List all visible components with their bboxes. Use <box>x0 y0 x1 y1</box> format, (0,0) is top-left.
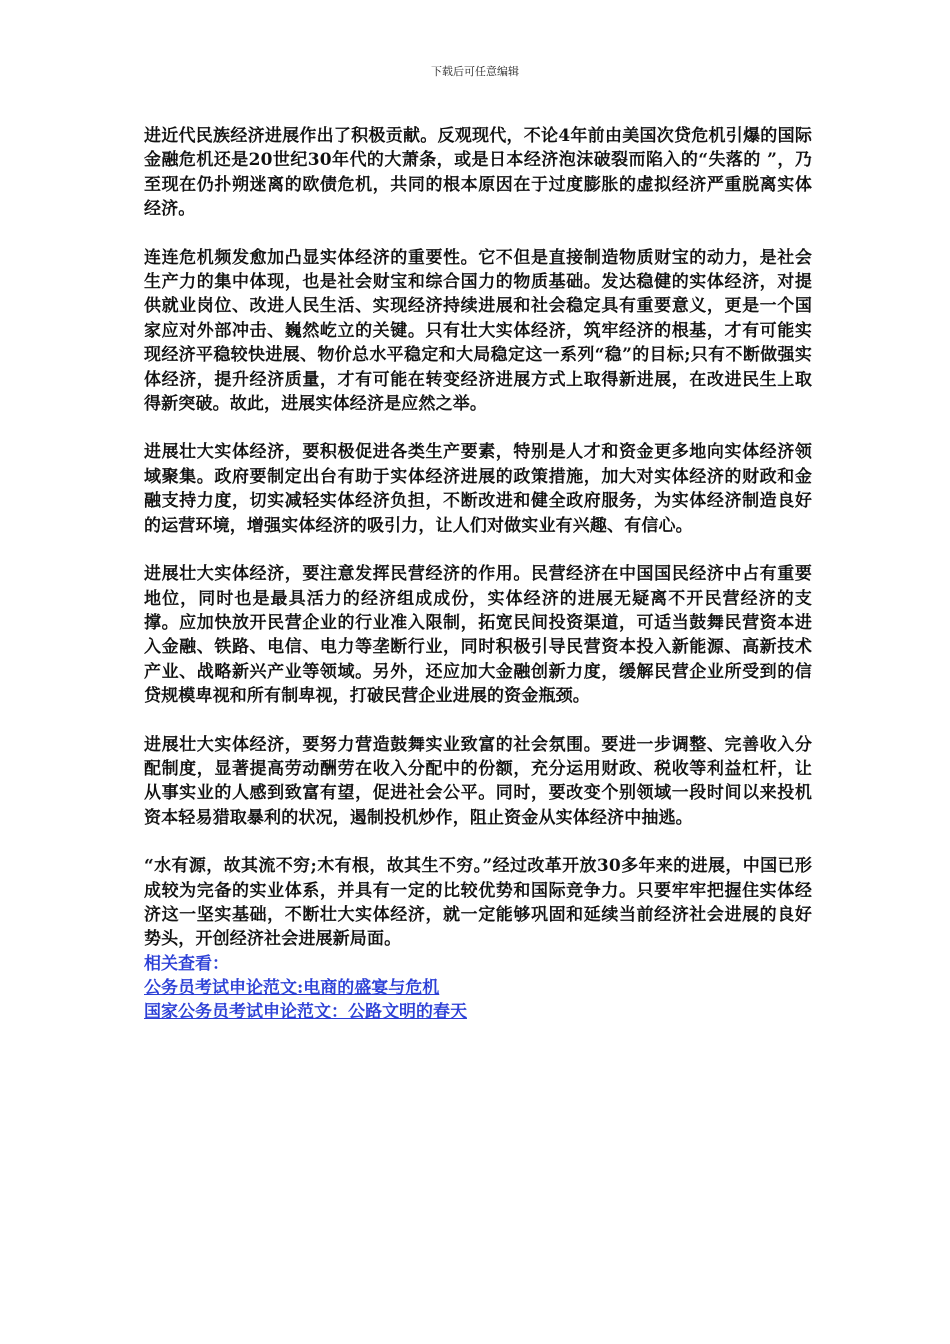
page-header: 下载后可任意编辑 <box>431 65 519 78</box>
paragraph-4: 进展壮大实体经济，要注意发挥民营经济的作用。民营经济在中国国民经济中占有重要地位，同时也是最具活力的经济组成成份，实体经济的进展无疑离不开民营经济的支撑。应加快放开民营企业的行业准入限制，拓宽民间投资渠道，可适当鼓舞民营资本进入金融、铁路、电信、电力等垄断行业，同时积极引导民营资本投入新能源、高新技术产业、战略新兴产业等领域。另外，还应加大金融创新力度，缓解民营企业所受到的信贷规模卑视和所有制卑视，打破民营企业进展的资金瓶颈。 <box>144 564 812 707</box>
paragraph-6: “水有源，故其流不穷;木有根，故其生不穷。”经过改革开放30多年来的进展，中国已形成较为完备的实业体系，并具有一定的比较优势和国际竞争力。只要牢牢把握住实体经济这一坚实基础，不断壮大实体经济，就一定能够巩固和延续当前经济社会进展的良好势头，开创经济社会进展新局面。 <box>144 856 812 950</box>
paragraph-5: 进展壮大实体经济，要努力营造鼓舞实业致富的社会氛围。要进一步调整、完善收入分配制度，显著提高劳动酬劳在收入分配中的份额，充分运用财政、税收等利益杠杆，让从事实业的人感到致富有望，促进社会公平。同时，要改变个别领域一段时间以来投机资本轻易猎取暴利的状况，遏制投机炒作，阻止资金从实体经济中抽逃。 <box>144 734 812 828</box>
paragraph-1: 进近代民族经济进展作出了积极贡献。反观现代，不论4年前由美国次贷危机引爆的国际金融危机还是20世纪30年代的大萧条，或是日本经济泡沫破裂而陷入的“失落的 ”，乃至现在仍扑朔迷离的欧债危机，共同的根本原因在于过度膨胀的虚拟经济严重脱离实体经济。 <box>144 126 812 220</box>
related-section <box>144 952 812 1024</box>
paragraph-2: 连连危机频发愈加凸显实体经济的重要性。它不但是直接制造物质财宝的动力，是社会生产力的集中体现，也是社会财宝和综合国力的物质基础。发达稳健的实体经济，对提供就业岗位、改进人民生活、实现经济持续进展和社会稳定具有重要意义，更是一个国家应对外部冲击、巍然屹立的关键。只有壮大实体经济，筑牢经济的根基，才有可能实现经济平稳较快进展、物价总水平稳定和大局稳定这一系列“稳”的目标;只有不断做强实体经济，提升经济质量，才有可能在转变经济进展方式上取得新进展，在改进民生上取得新突破。故此，进展实体经济是应然之举。 <box>144 247 812 415</box>
related-title: 相关查看： <box>144 953 229 974</box>
document-body <box>144 124 812 1024</box>
related-link-road-civility[interactable]: 国家公务员考试申论范文：公路文明的春天 <box>144 1001 467 1022</box>
paragraph-3: 进展壮大实体经济，要积极促进各类生产要素，特别是人才和资金更多地向实体经济领域聚集。政府要制定出台有助于实体经济进展的政策措施，加大对实体经济的财政和金融支持力度，切实减轻实体经济负担，不断改进和健全政府服务，为实体经济制造良好的运营环境，增强实体经济的吸引力，让人们对做实业有兴趣、有信心。 <box>144 442 812 536</box>
related-link-ecommerce[interactable]: 公务员考试申论范文:电商的盛宴与危机 <box>144 977 440 998</box>
